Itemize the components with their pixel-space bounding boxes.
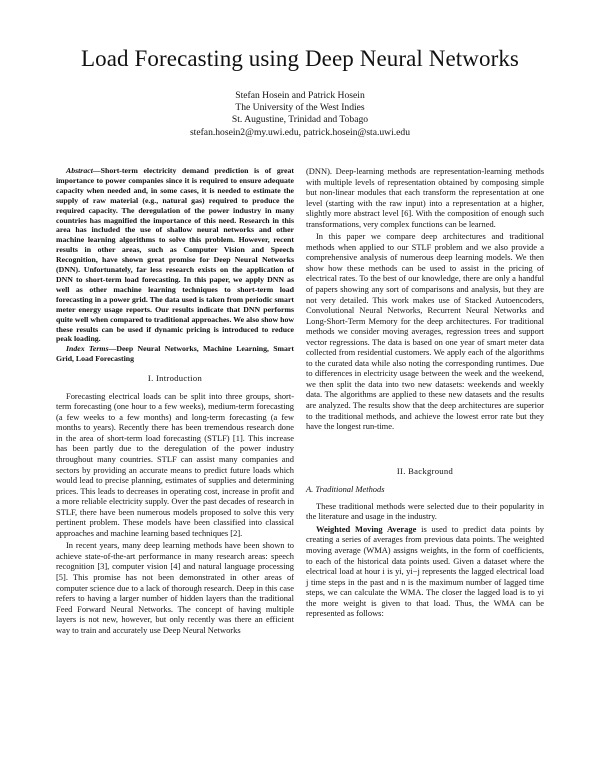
intro-paragraph-2-continued: (DNN). Deep-learning methods are representation-learning methods with multiple levels of representation obtained by composing simple but non-linear modules that each transform the representation at one level (starting with the raw input) into a representation at a higher, slightly more abstract level [6]. With the composition of enough such transformations, very complex functions can be learned.: [306, 166, 544, 229]
section-heading-background: II. Background: [396, 465, 454, 476]
index-terms: [56, 344, 294, 364]
author-names: Stefan Hosein and Patrick Hosein: [235, 90, 365, 101]
author-emails: stefan.hosein2@my.uwi.edu, patrick.hosein@sta.uwi.edu: [189, 126, 411, 138]
left-column: [56, 166, 294, 635]
subsection-heading-traditional-methods: A. Traditional Methods: [306, 484, 385, 495]
abstract: [56, 166, 294, 344]
author-location: St. Augustine, Trinidad and Tobago: [231, 114, 369, 126]
abstract-label: Abstract: [66, 166, 93, 175]
paper-title: Load Forecasting using Deep Neural Networks: [81, 46, 519, 71]
author-block: [0, 90, 600, 139]
index-terms-label: Index Terms: [66, 344, 109, 354]
intro-paragraph-3: In this paper we compare deep architectures and traditional methods when applied to our STLF problem and we also provide a comprehensive analysis of numerous deep learning models. We then show how these methods can be used to assist in the pricing of electrical rates. To the best of our knowledge, there are only a handful of papers showing any sort of comparisons and analysis, but they are not very detailed. This work makes use of Stacked Autoencoders, Convolutional Neural Networks, Recurrent Neural Networks and Long-Short-Term Memory for the deep architectures. For traditional methods we consider moving averages, regression trees and support vector regressions. The data is based on one year of smart meter data collected from residential customers. We apply each of the algorithms to the curated data while also noting the corresponding runtimes. Due to differences in electricity usage between the week and the weekend, we then split the data into two new datasets: weekends and weekly data. The algorithms are applied to these new datasets and the results are analyzed. The results show that the deep architectures are superior to the traditional methods, and achieve the lowest error rate but they have the longest run-time.: [306, 231, 544, 432]
abstract-text: —Short-term electricity demand prediction is of great importance to power companies since it is required to ensure adequate capacity when needed and, in some cases, it is needed to estimate the supply of raw material (e.g., natural gas) required to produce the required capacity. The deregulation of the power industry in many countries has magnified the importance of this need. Research in this area has included the use of shallow neural networks and other machine learning algorithms to solve this problem. However, recent results in other areas, such as Computer Vision and Speech Recognition, have shown great promise for Deep Neural Networks (DNN). Unfortunately, far less research exists on the application of DNN to short-term load forecasting. In this paper, we apply DNN as well as other machine learning techniques to short-term load forecasting in a power grid. The data used is taken from periodic smart meter energy usage reports. Our results indicate that DNN performs quite well when compared to traditional approaches. We also show how these results can be used if dynamic pricing is introduced to reduce peak loading.: [56, 166, 294, 344]
wma-text: is used to predict data points by creating a series of averages from previous data points. The weighted moving average (WMA) assigns weights, in the form of coefficients, to each of the historical data points used. Given a dataset where the electrical load at hour i is yi, yi−j represents the lagged electrical load j time steps in the past and n is the maximum number of lagged time steps, we can calculate the WMA. The closer the lagged load is to yi the more weight is given to that load. Thus, the WMA can be represented as follows:: [306, 523, 544, 619]
intro-paragraph-2: In recent years, many deep learning methods have been shown to achieve state-of-the-art performance in many research areas: speech recognition [3], computer vision [4] and natural language processing [5]. This promise has not been demonstrated in other areas of computer science due to a lack of thorough research. Deep in this case refers to having a larger number of hidden layers than the traditional Feed Forward Neural Networks. The concept of having multiple layers is not new, however, but only recently was there an efficient way to train and accurately use Deep Neural Networks: [56, 540, 294, 635]
right-column: [306, 166, 544, 619]
author-affiliation: The University of the West Indies: [235, 102, 365, 114]
section-heading-introduction: I. Introduction: [147, 373, 203, 384]
background-paragraph-2: [306, 524, 544, 619]
wma-label: Weighted Moving Average: [316, 523, 417, 534]
background-paragraph-1: These traditional methods were selected due to their popularity in the literature and usage in the industry.: [306, 500, 544, 522]
index-terms-text: —Deep Neural Networks, Machine Learning, Smart Grid, Load Forecasting: [56, 344, 294, 364]
intro-paragraph-1: Forecasting electrical loads can be split into three groups, short-term forecasting (one hour to a few weeks), medium-term forecasting (a few weeks to a few months) and long-term forecasting (a few months to years). Recently there has been tremendous research done in the area of short-term load forecasting (STLF) [1]. This increase has been partly due to the deregulation of the power industry throughout many countries. STLF can assist many companies and sectors by providing an accurate means to predict future loads which would lead to precise planning, estimates of supplies and determining prices. This leads to decreases in operating cost, increase in profit and a more reliable electricity supply. Over the past decades of research in STLF, there have been numerous models proposed to solve this very pertinent problem. These models have been classified into classical approaches and machine learning based techniques [2].: [56, 390, 294, 538]
